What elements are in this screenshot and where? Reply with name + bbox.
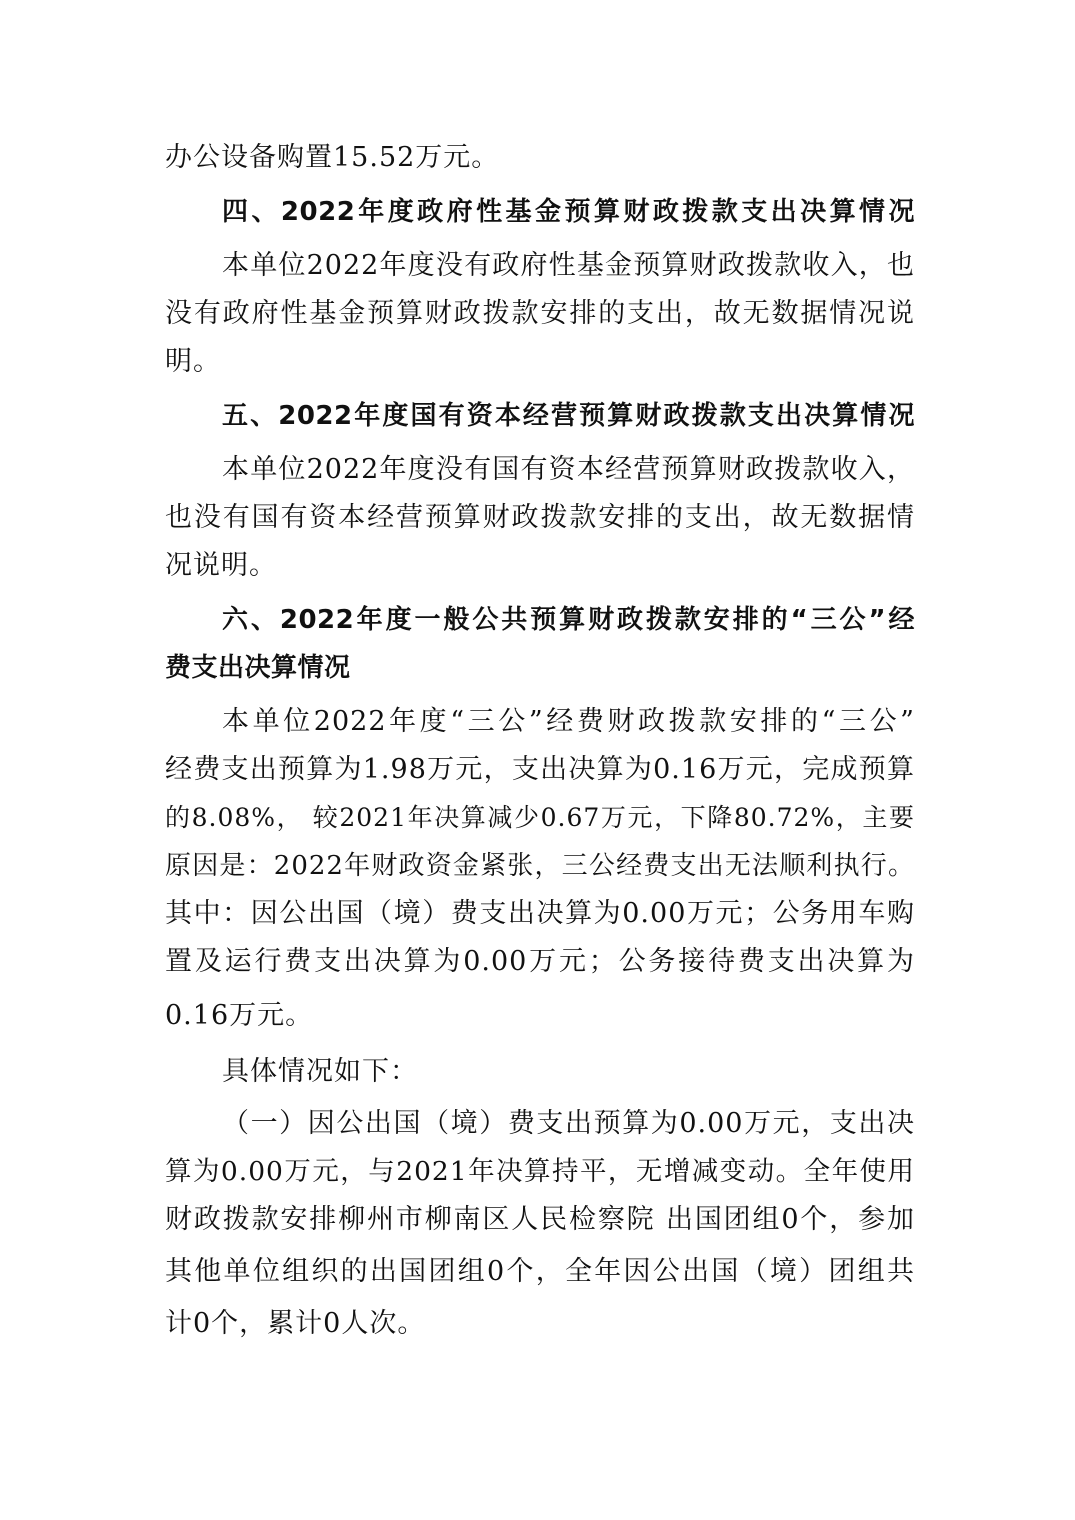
paragraph-line: 0.16万元。 xyxy=(165,1000,314,1031)
paragraph-line: 本单位2022年度没有政府性基金预算财政拨款收入，也 xyxy=(222,250,915,281)
paragraph-line: 办公设备购置15.52万元。 xyxy=(165,142,500,173)
paragraph-line: 其他单位组织的出国团组0个，全年因公出国（境）团组共 xyxy=(165,1256,915,1287)
paragraph-line: 也没有国有资本经营预算财政拨款安排的支出，故无数据情 xyxy=(165,502,915,533)
paragraph-line: 原因是：2022年财政资金紧张，三公经费支出无法顺利执行。 xyxy=(165,851,915,881)
paragraph-line: 具体情况如下： xyxy=(222,1056,418,1087)
paragraph-line: 经费支出预算为1.98万元，支出决算为0.16万元，完成预算 xyxy=(165,754,915,785)
paragraph-line: （一）因公出国（境）费支出预算为0.00万元，支出决 xyxy=(222,1108,915,1139)
section-heading-6: 六、2022年度一般公共预算财政拨款安排的“三公”经 xyxy=(222,605,915,635)
paragraph-line: 没有政府性基金预算财政拨款安排的支出，故无数据情况说 xyxy=(165,298,915,329)
paragraph-line: 的8.08%， 较2021年决算减少0.67万元，下降80.72%，主要 xyxy=(165,803,915,832)
paragraph-line: 其中：因公出国（境）费支出决算为0.00万元；公务用车购 xyxy=(165,898,915,929)
paragraph-line: 本单位2022年度“三公”经费财政拨款安排的“三公” xyxy=(222,706,915,737)
section-heading-6-cont: 费支出决算情况 xyxy=(165,653,351,683)
paragraph-line: 算为0.00万元，与2021年决算持平，无增减变动。全年使用 xyxy=(165,1156,915,1187)
paragraph-line: 况说明。 xyxy=(165,550,277,581)
paragraph-line: 置及运行费支出决算为0.00万元；公务接待费支出决算为 xyxy=(165,946,915,977)
paragraph-line: 本单位2022年度没有国有资本经营预算财政拨款收入， xyxy=(222,454,915,485)
section-heading-5: 五、2022年度国有资本经营预算财政拨款支出决算情况 xyxy=(222,401,915,431)
paragraph-line: 明。 xyxy=(165,346,221,377)
paragraph-line: 财政拨款安排柳州市柳南区人民检察院 出国团组0个，参加 xyxy=(165,1204,915,1235)
paragraph-line: 计0个，累计0人次。 xyxy=(165,1308,426,1339)
section-heading-4: 四、2022年度政府性基金预算财政拨款支出决算情况 xyxy=(222,197,915,227)
